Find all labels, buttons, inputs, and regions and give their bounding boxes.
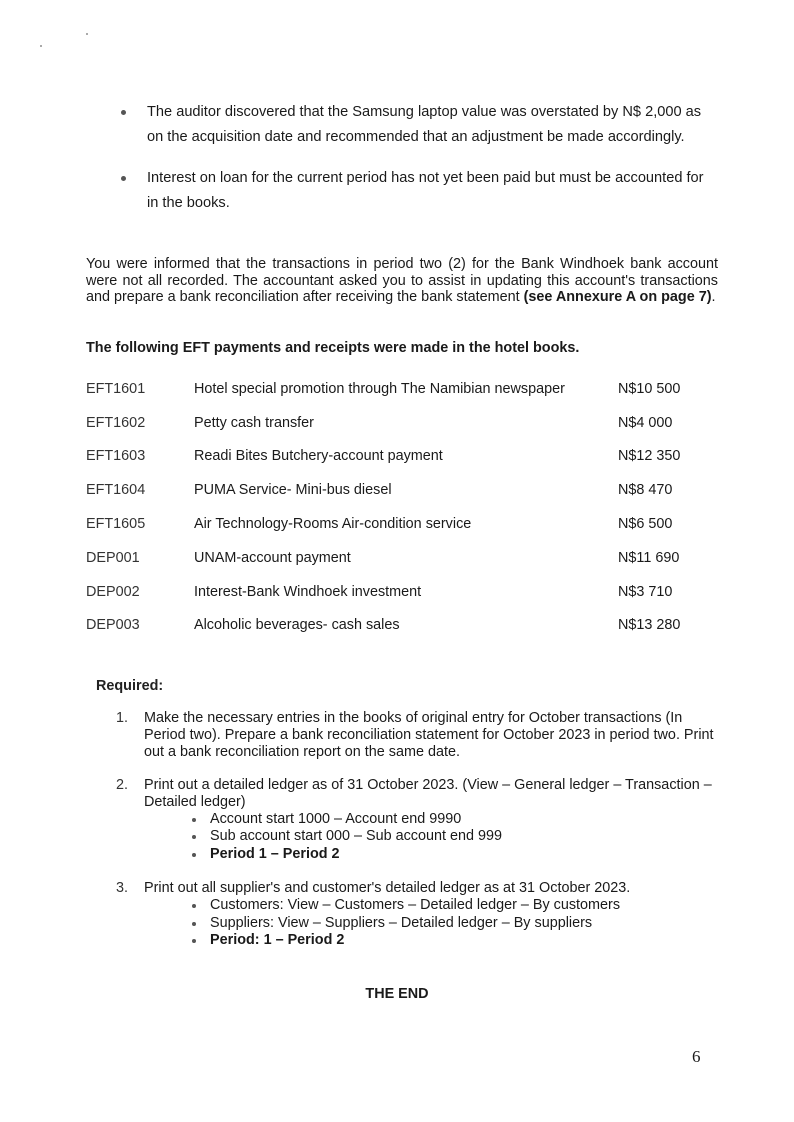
intro-paragraph [86,256,718,306]
transactions-heading: The following EFT payments and receipts were made in the hotel books. [86,340,580,356]
required-task-item [116,777,716,863]
bullet-icon [121,110,126,115]
task-sub-list [144,897,716,950]
task-sub-item [192,828,716,846]
transaction-row [86,575,718,609]
transaction-description: PUMA Service- Mini-bus diesel [194,482,392,499]
task-sub-text: Account start 1000 – Account end 9990 [210,810,462,827]
transaction-code: EFT1604 [86,482,146,499]
bullet-icon [192,922,196,926]
transaction-code: EFT1601 [86,380,146,397]
transaction-row [86,541,718,575]
task-sub-item [192,915,716,933]
transaction-row [86,507,718,541]
scan-speck [40,45,42,47]
task-sub-item [192,932,716,950]
notes-bullet-list [118,100,718,232]
task-number: 3. [116,880,129,897]
scan-speck [86,33,88,35]
transaction-amount: N$12 350 [618,448,681,465]
notes-bullet-text: Interest on loan for the current period has not yet been paid but must be accounted for in the books. [147,170,704,211]
notes-bullet-item [118,100,718,150]
transaction-description: Hotel special promotion through The Namibian newspaper [194,380,565,397]
bullet-icon [192,939,196,943]
task-text: Print out all supplier's and customer's detailed ledger as at 31 October 2023. [144,880,631,897]
task-sub-text: Suppliers: View – Suppliers – Detailed ledger – By suppliers [210,914,593,931]
task-text: Print out a detailed ledger as of 31 October 2023. (View – General ledger – Transaction – Detailed ledger) [144,777,712,811]
transactions-table [86,372,718,642]
transaction-code: DEP001 [86,549,140,566]
required-task-item [116,880,716,949]
task-sub-item [192,811,716,829]
intro-text: You were informed that the transactions in period two (2) for the Bank Windhoek bank account were not all recorded. The accountant asked you to assist in updating this account's transactions and prepare a bank reconciliation after receiving the bank statement [86,256,718,305]
transaction-amount: N$8 470 [618,482,673,499]
required-task-list [116,710,716,967]
task-number: 2. [116,777,129,794]
transaction-description: Alcoholic beverages- cash sales [194,617,400,634]
bullet-icon [192,853,196,857]
bullet-icon [192,904,196,908]
bullet-icon [121,176,126,181]
transaction-code: EFT1605 [86,516,146,533]
intro-end: . [711,289,716,305]
task-sub-list [144,811,716,864]
the-end-label: THE END [365,986,429,1002]
transaction-description: Air Technology-Rooms Air-condition service [194,516,472,533]
task-number: 1. [116,710,129,726]
task-text: Make the necessary entries in the books of original entry for October transactions (In Period two). Prepare a bank reconciliation statement for October 2023 in period two. Print out a bank reconciliation report on the same date. [144,710,714,760]
transaction-code: DEP002 [86,583,140,600]
transaction-code: EFT1603 [86,448,146,465]
transaction-amount: N$4 000 [618,414,673,431]
transaction-code: EFT1602 [86,414,146,431]
page-number: 6 [692,1047,701,1066]
transaction-row [86,406,718,440]
transaction-description: UNAM-account payment [194,549,351,566]
task-sub-item [192,846,716,864]
bullet-icon [192,818,196,822]
notes-bullet-text: The auditor discovered that the Samsung laptop value was overstated by N$ 2,000 as on the acquisition date and recommended that an adjustment be made accordingly. [147,104,702,145]
transaction-code: DEP003 [86,617,140,634]
task-sub-text: Period 1 – Period 2 [210,845,340,862]
transaction-description: Interest-Bank Windhoek investment [194,583,422,600]
transaction-row [86,473,718,507]
transaction-description: Petty cash transfer [194,414,314,431]
annexure-reference: (see Annexure A on page 7) [523,289,712,305]
task-sub-text: Sub account start 000 – Sub account end 999 [210,828,503,845]
transaction-amount: N$3 710 [618,583,673,600]
transaction-amount: N$11 690 [618,549,680,566]
task-sub-text: Customers: View – Customers – Detailed ledger – By customers [210,897,621,914]
task-sub-item [192,897,716,915]
transaction-description: Readi Bites Butchery-account payment [194,448,443,465]
transaction-amount: N$13 280 [618,617,681,634]
transaction-row [86,440,718,474]
transaction-row [86,609,718,643]
required-task-item [116,710,716,760]
notes-bullet-item [118,166,718,216]
transaction-amount: N$6 500 [618,516,673,533]
transaction-amount: N$10 500 [618,380,681,397]
transaction-row [86,372,718,406]
required-heading: Required: [96,678,164,694]
task-sub-text: Period: 1 – Period 2 [210,932,345,949]
bullet-icon [192,835,196,839]
